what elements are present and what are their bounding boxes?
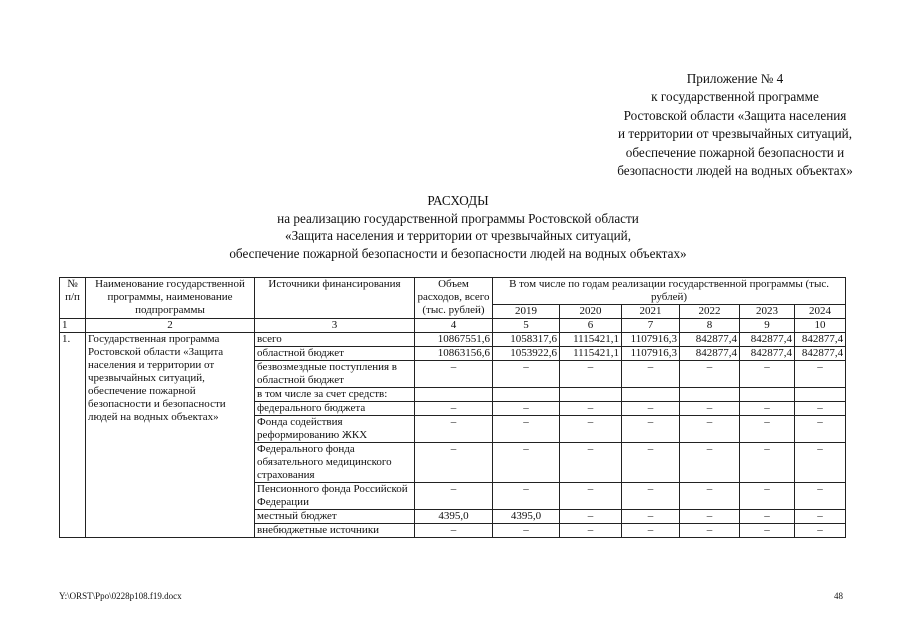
- header-year: 2023: [740, 305, 795, 319]
- total-cell: –: [415, 402, 493, 416]
- year-cell: –: [493, 524, 560, 538]
- year-cell: –: [493, 483, 560, 510]
- year-cell: –: [622, 361, 680, 388]
- year-cell: –: [622, 416, 680, 443]
- year-cell: –: [680, 483, 740, 510]
- total-cell: –: [415, 483, 493, 510]
- year-cell: 842877,4: [795, 333, 846, 347]
- heading-title: РАСХОДЫ: [427, 193, 489, 208]
- year-cell: –: [740, 483, 795, 510]
- appendix-line: Ростовской области «Защита населения: [623, 107, 847, 123]
- year-cell: 1115421,1: [560, 347, 622, 361]
- year-cell: –: [493, 402, 560, 416]
- col-number: 3: [255, 319, 415, 333]
- year-cell: 842877,4: [740, 333, 795, 347]
- source-cell: областной бюджет: [255, 347, 415, 361]
- year-cell: –: [740, 416, 795, 443]
- year-cell: –: [680, 361, 740, 388]
- year-cell: –: [795, 510, 846, 524]
- source-cell: Пенсионного фонда Российской Федерации: [255, 483, 415, 510]
- year-cell: –: [560, 361, 622, 388]
- year-cell: 842877,4: [740, 347, 795, 361]
- total-cell: –: [415, 524, 493, 538]
- header-total: Объем расходов, всего (тыс. рублей): [415, 278, 493, 319]
- year-cell: 842877,4: [680, 347, 740, 361]
- appendix-line: к государственной программе: [651, 89, 819, 105]
- year-cell: 842877,4: [680, 333, 740, 347]
- year-cell: 1058317,6: [493, 333, 560, 347]
- heading-line: на реализацию государственной программы Ростовской области: [277, 210, 639, 226]
- year-cell: [622, 388, 680, 402]
- year-cell: –: [795, 524, 846, 538]
- page-number: 48: [834, 591, 843, 601]
- source-cell: Фонда содействия реформированию ЖКХ: [255, 416, 415, 443]
- year-cell: –: [740, 510, 795, 524]
- year-cell: –: [740, 402, 795, 416]
- footer-file-path: Y:\ORST\Ppo\0228p108.f19.docx: [59, 591, 182, 601]
- appendix-line: и территории от чрезвычайных ситуаций,: [617, 126, 852, 142]
- header-name: Наименование государственной программы, наименование подпрограммы: [86, 278, 255, 319]
- year-cell: –: [622, 402, 680, 416]
- header-year: 2019: [493, 305, 560, 319]
- col-number: 5: [493, 319, 560, 333]
- year-cell: –: [622, 483, 680, 510]
- total-cell: –: [415, 416, 493, 443]
- source-cell: внебюджетные источники: [255, 524, 415, 538]
- column-numbers-row: [60, 319, 846, 333]
- year-cell: –: [560, 510, 622, 524]
- item-number: 1.: [60, 333, 86, 538]
- heading-line: «Защита населения и территории от чрезвычайных ситуаций,: [284, 228, 632, 244]
- total-cell: –: [415, 443, 493, 483]
- header-year: 2021: [622, 305, 680, 319]
- total-cell: –: [415, 361, 493, 388]
- year-cell: –: [795, 443, 846, 483]
- year-cell: –: [795, 483, 846, 510]
- col-number: 10: [795, 319, 846, 333]
- header-year: 2024: [795, 305, 846, 319]
- total-cell: 10863156,6: [415, 347, 493, 361]
- year-cell: –: [622, 510, 680, 524]
- year-cell: 1107916,3: [622, 333, 680, 347]
- appendix-line: обеспечение пожарной безопасности и: [625, 144, 845, 160]
- source-cell: в том числе за счет средств:: [255, 388, 415, 402]
- appendix-line: Приложение № 4: [686, 71, 784, 86]
- col-number: 8: [680, 319, 740, 333]
- year-cell: [795, 388, 846, 402]
- year-cell: –: [740, 361, 795, 388]
- year-cell: –: [795, 402, 846, 416]
- year-cell: –: [680, 402, 740, 416]
- year-cell: –: [560, 524, 622, 538]
- appendix-line: безопасности людей на водных объектах»: [617, 163, 853, 179]
- year-cell: –: [493, 361, 560, 388]
- year-cell: 1115421,1: [560, 333, 622, 347]
- year-cell: [493, 388, 560, 402]
- source-cell: федерального бюджета: [255, 402, 415, 416]
- header-num: № п/п: [60, 278, 86, 319]
- year-cell: –: [680, 524, 740, 538]
- year-cell: –: [622, 443, 680, 483]
- total-cell: 10867551,6: [415, 333, 493, 347]
- year-cell: –: [740, 443, 795, 483]
- year-cell: –: [680, 443, 740, 483]
- total-cell: [415, 388, 493, 402]
- total-cell: 4395,0: [415, 510, 493, 524]
- expenses-table: [59, 277, 846, 538]
- header-year: 2022: [680, 305, 740, 319]
- year-cell: –: [493, 416, 560, 443]
- col-number: 7: [622, 319, 680, 333]
- source-cell: всего: [255, 333, 415, 347]
- year-cell: –: [740, 524, 795, 538]
- header-source: Источники финансирования: [255, 278, 415, 319]
- year-cell: 1053922,6: [493, 347, 560, 361]
- appendix-block: [560, 70, 905, 180]
- year-cell: [740, 388, 795, 402]
- document-heading: [150, 192, 766, 262]
- year-cell: –: [795, 416, 846, 443]
- source-cell: Федерального фонда обязательного медицинского страхования: [255, 443, 415, 483]
- header-by-years: В том числе по годам реализации государственной программы (тыс. рублей): [493, 278, 846, 305]
- col-number: 1: [60, 319, 86, 333]
- col-number: 4: [415, 319, 493, 333]
- year-cell: [680, 388, 740, 402]
- program-name: Государственная программа Ростовской области «Защита населения и территории от чрезвычайных ситуаций, обеспечение пожарной безопасности и безопасности людей на водных объектах»: [86, 333, 255, 538]
- year-cell: –: [560, 443, 622, 483]
- year-cell: 842877,4: [795, 347, 846, 361]
- year-cell: –: [560, 483, 622, 510]
- source-cell: местный бюджет: [255, 510, 415, 524]
- source-cell: безвозмездные поступления в областной бюджет: [255, 361, 415, 388]
- year-cell: –: [795, 361, 846, 388]
- year-cell: –: [560, 402, 622, 416]
- year-cell: 1107916,3: [622, 347, 680, 361]
- col-number: 6: [560, 319, 622, 333]
- heading-line: обеспечение пожарной безопасности и безопасности людей на водных объектах»: [229, 245, 687, 261]
- year-cell: –: [680, 416, 740, 443]
- year-cell: –: [560, 416, 622, 443]
- year-cell: –: [680, 510, 740, 524]
- year-cell: –: [493, 443, 560, 483]
- year-cell: 4395,0: [493, 510, 560, 524]
- year-cell: [560, 388, 622, 402]
- header-row: [60, 278, 846, 305]
- col-number: 2: [86, 319, 255, 333]
- table-row: [60, 333, 846, 347]
- year-cell: –: [622, 524, 680, 538]
- col-number: 9: [740, 319, 795, 333]
- header-year: 2020: [560, 305, 622, 319]
